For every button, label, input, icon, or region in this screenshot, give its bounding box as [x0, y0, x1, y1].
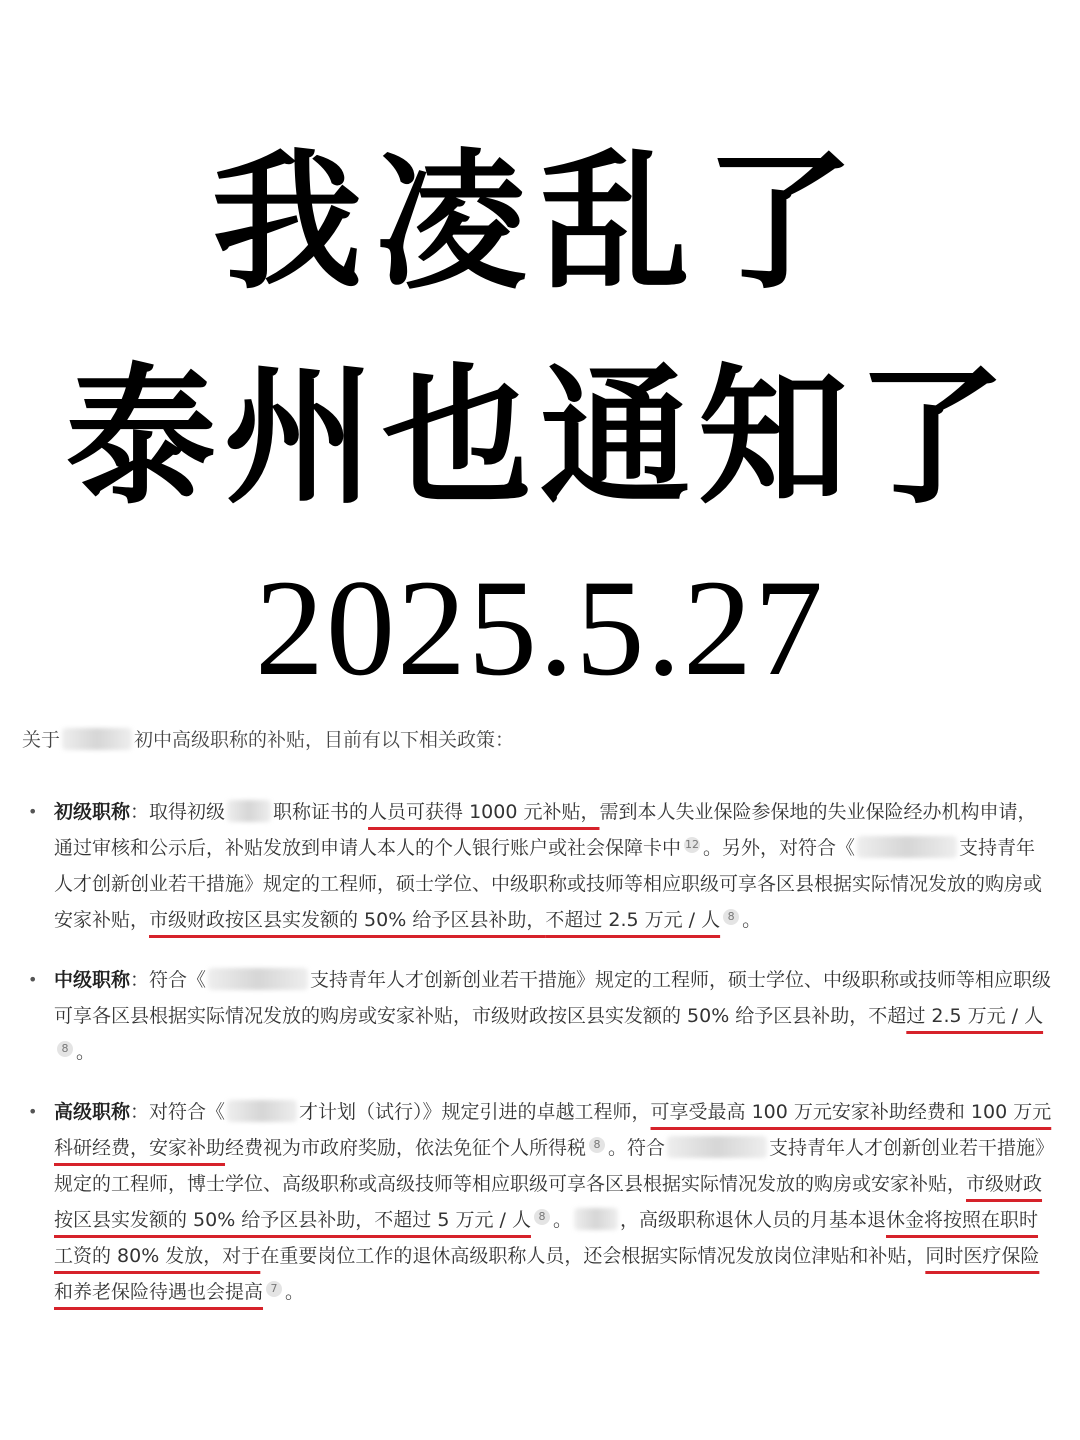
item-text: 才计划（试行）》规定引进的卓越工程师，	[299, 1101, 651, 1123]
underlined-text: 同时医疗保险和养老保险待遇也会提高	[54, 1245, 1040, 1303]
policy-item-junior	[22, 794, 1052, 938]
redacted-region	[227, 800, 271, 822]
document-intro	[22, 722, 1052, 758]
underlined-text: 可享受最高 100 万元安家补助经费和 100 万元科研经费，安家补助	[54, 1101, 1052, 1159]
item-label: 中级职称	[54, 969, 131, 991]
headline-line-1: 我凌乱了	[211, 134, 868, 310]
bullet-icon: •	[28, 970, 38, 989]
reference-marker[interactable]: 8	[723, 909, 739, 925]
redacted-region	[857, 836, 957, 858]
item-label: 初级职称	[54, 801, 131, 823]
intro-suffix: 初中高级职称的补贴，目前有以下相关政策：	[134, 729, 515, 751]
headline-line-2: 泰州也通知了	[65, 349, 1014, 525]
underlined-text: 市级财政按区县实发额的 50% 给予区县补助，	[149, 909, 546, 931]
item-text: 。另外，对符合《	[703, 837, 856, 859]
item-label: 高级职称	[54, 1101, 131, 1123]
reference-marker[interactable]: 8	[589, 1137, 605, 1153]
policy-item-senior	[22, 1094, 1052, 1310]
item-text: 支持青年人才创新创业若干措施》规定的工程师，硕士学位、中级职称或技师等相应职级可享各区县根据实际情况发放的购房或安家补贴，	[54, 837, 1043, 931]
redacted-region	[62, 728, 132, 750]
underlined-text: 不超过 2.5 万元 / 人	[545, 909, 721, 931]
headline-date: 2025.5.27	[255, 551, 825, 704]
policy-item-intermediate	[22, 962, 1052, 1070]
item-text: ，高级职称退休人员的月基本退	[619, 1209, 886, 1231]
reference-marker[interactable]: 12	[685, 838, 700, 851]
redacted-region	[227, 1100, 297, 1122]
item-text: 支持青年人才创新创业若干措施》规定的工程师，硕士学位、中级职称或技师等相应职级可享各区县根据实际情况发放的购房或安家补贴，市级财政按区县实发额的 50% 给予区县补助，不超	[54, 969, 1052, 1027]
item-text: 职称证书的	[273, 801, 369, 823]
item-text: 。	[742, 909, 762, 931]
item-text: ：符合《	[130, 969, 207, 991]
bullet-icon: •	[28, 1102, 38, 1121]
reference-marker[interactable]: 8	[534, 1209, 550, 1225]
item-text: 。	[552, 1209, 572, 1231]
item-text: 。符合	[608, 1137, 666, 1159]
item-text: ：对符合《	[130, 1101, 226, 1123]
item-text: 。	[76, 1041, 96, 1063]
underlined-text: 休金将按照在职时工资的 80% 发放，对于	[54, 1209, 1039, 1267]
underlined-text: 人员可获得 1000 元补贴，	[368, 801, 600, 823]
underlined-text: 市级财政按区县实发额的 50% 给予区县补助，不超过 5 万元 / 人	[54, 1173, 1043, 1231]
redacted-region	[667, 1136, 767, 1158]
item-text: ：取得初级	[130, 801, 226, 823]
policy-document	[22, 722, 1052, 1334]
item-text: 支持青年人才创新创业若干措施》规定的工程师，博士学位、高级职称或高级技师等相应职级可享各区县根据实际情况发放的购房或安家补贴，	[54, 1137, 1045, 1195]
reference-marker[interactable]: 8	[57, 1041, 73, 1057]
bullet-icon: •	[28, 802, 38, 821]
item-text: 需到本人失业保险参保地的失业保险经办机构申请，通过审核和公示后，补贴发放到申请人本人的个人银行账户或社会保障卡中	[54, 801, 1037, 859]
item-text: 。	[285, 1281, 305, 1303]
item-text: 在重要岗位工作的退休高级职称人员，还会根据实际情况发放岗位津贴和补贴，	[260, 1245, 926, 1267]
item-text: 经费视为市政府奖励，依法免征个人所得税	[225, 1137, 587, 1159]
redacted-region	[574, 1208, 618, 1230]
underlined-text: 过 2.5 万元 / 人	[906, 1005, 1044, 1027]
reference-marker[interactable]: 7	[266, 1281, 282, 1297]
redacted-region	[208, 968, 308, 990]
intro-prefix: 关于	[22, 729, 61, 751]
